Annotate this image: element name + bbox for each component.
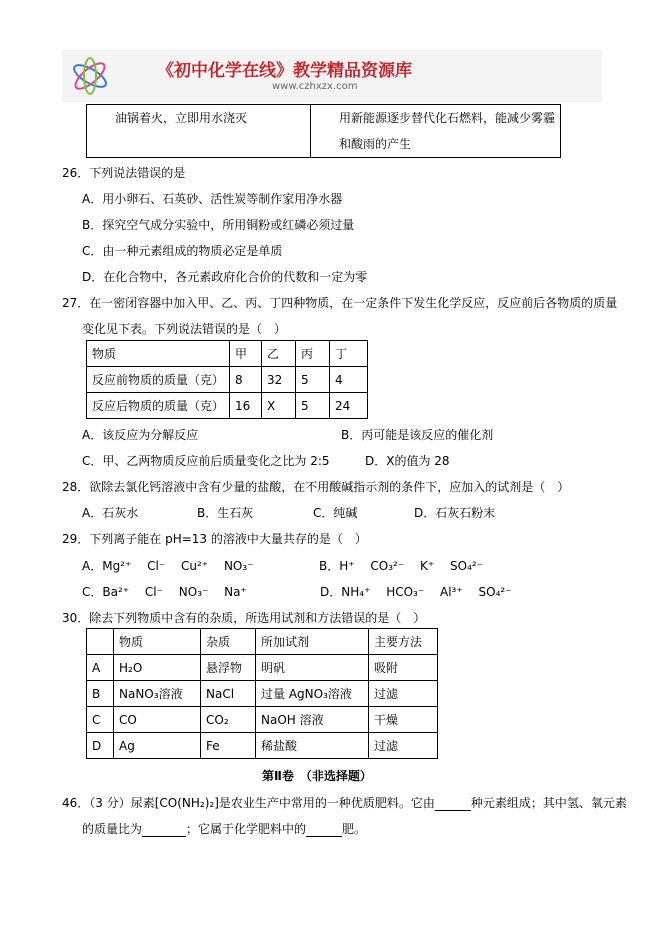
q46-line1	[62, 794, 627, 811]
q26-option-b: B．探究空气成分实验中，所用铜粉或红磷必须过量	[82, 218, 355, 232]
table-cell: NaCl	[201, 681, 256, 707]
q26-option-a: A．用小卵石、石英砂、活性炭等制作家用净水器	[82, 192, 343, 206]
table-cell: 丙	[296, 341, 330, 367]
table-cell: 反应前物质的质量（克）	[87, 367, 230, 393]
q28-stem: 28．欲除去氯化钙溶液中含有少量的盐酸，在不用酸碱指示剂的条件下，应加入的试剂是（ ）	[62, 480, 570, 494]
header-url: www.czhxzx.com	[272, 81, 358, 92]
table-cell: NaNO₃溶液	[114, 681, 201, 707]
table-cell: 稀盐酸	[256, 733, 369, 759]
q46-part4: ；它属于化学肥料中的	[186, 822, 307, 836]
table-cell: 过滤	[369, 681, 438, 707]
q27-stem-line2: 变化见下表。下列说法错误的是（ ）	[82, 322, 287, 336]
table-row	[87, 367, 368, 393]
q27-table	[86, 340, 368, 419]
table-cell: A	[87, 655, 114, 681]
q46-part5: 肥。	[342, 822, 367, 836]
table-row	[87, 733, 438, 759]
table-cell: 丁	[330, 341, 368, 367]
table-cell: 物质	[87, 341, 230, 367]
table-cell: 16	[230, 393, 262, 419]
q46-blank-1[interactable]	[435, 796, 471, 811]
table-cell: C	[87, 707, 114, 733]
section-title: 第Ⅱ卷 （非选择题）	[262, 769, 372, 783]
q27-option-c: C．甲、乙两物质反应前后质量变化之比为 2:5	[82, 454, 330, 468]
q26-option-c: C．由一种元素组成的物质必定是单质	[82, 244, 283, 258]
table-cell: CO₂	[201, 707, 256, 733]
q46-blank-2[interactable]	[142, 822, 186, 837]
table-cell: 5	[296, 367, 330, 393]
q46-part3: 的质量比为	[82, 822, 143, 836]
table-cell	[87, 629, 114, 655]
table-row	[87, 341, 368, 367]
table-cell: 5	[296, 393, 330, 419]
table-cell: 吸附	[369, 655, 438, 681]
table-row	[87, 393, 368, 419]
table-cell: D	[87, 733, 114, 759]
q30-stem: 30．除去下列物质中含有的杂质，所选用试剂和方法错误的是（ ）	[62, 611, 426, 625]
table-cell: 主要方法	[369, 629, 438, 655]
header-banner	[62, 50, 602, 102]
table-cell: 所加试剂	[256, 629, 369, 655]
table-cell: 24	[330, 393, 368, 419]
table-cell: X	[262, 393, 296, 419]
q29-option-b: B．H⁺ CO₃²⁻ K⁺ SO₄²⁻	[319, 559, 484, 573]
table-cell: 甲	[230, 341, 262, 367]
table-cell: H₂O	[114, 655, 201, 681]
table-cell: 过量 AgNO₃溶液	[256, 681, 369, 707]
q28-option-a: A．石灰水	[82, 506, 139, 520]
q27-option-a: A．该反应为分解反应	[82, 428, 199, 442]
q29-option-c: C．Ba²⁺ Cl⁻ NO₃⁻ Na⁺	[82, 585, 247, 599]
table-cell: Ag	[114, 733, 201, 759]
top-table-right	[310, 105, 560, 158]
table-cell: Fe	[201, 733, 256, 759]
q26-stem: 26．下列说法错误的是	[62, 166, 186, 180]
q28-option-b: B．生石灰	[197, 506, 254, 520]
table-cell: 反应后物质的质量（克）	[87, 393, 230, 419]
top-table	[86, 104, 561, 158]
q28-option-c: C．纯碱	[313, 506, 358, 520]
table-cell: 明矾	[256, 655, 369, 681]
table-cell: 杂质	[201, 629, 256, 655]
top-table-right-line1: 用新能源逐步替代化石燃料，能减少雾霾	[338, 111, 555, 125]
q27-stem-line1: 27．在一密闭容器中加入甲、乙、丙、丁四种物质，在一定条件下发生化学反应，反应前后各物质的质量	[62, 296, 618, 310]
table-cell: 悬浮物	[201, 655, 256, 681]
q46-blank-3[interactable]	[306, 822, 342, 837]
table-row	[87, 655, 438, 681]
table-cell: NaOH 溶液	[256, 707, 369, 733]
table-cell: 乙	[262, 341, 296, 367]
q27-option-d: D．X的值为 28	[365, 454, 450, 468]
table-row	[87, 629, 438, 655]
q27-option-b: B．丙可能是该反应的催化剂	[341, 428, 494, 442]
table-cell: CO	[114, 707, 201, 733]
atom-logo-icon	[68, 54, 112, 98]
q46-line2	[82, 820, 366, 837]
q46-part1: 46．（3 分）尿素[CO(NH₂)₂]是农业生产中常用的一种优质肥料。它由	[62, 796, 435, 810]
table-cell: 过滤	[369, 733, 438, 759]
header-title: 《初中化学在线》教学精品资源库	[157, 61, 412, 81]
q46-part2: 种元素组成；其中氢、氧元素	[470, 796, 627, 810]
q29-stem: 29．下列离子能在 pH=13 的溶液中大量共存的是（ ）	[62, 532, 367, 546]
table-cell: 干燥	[369, 707, 438, 733]
q29-option-a: A．Mg²⁺ Cl⁻ Cu²⁺ NO₃⁻	[82, 559, 254, 573]
top-table-right-line2: 和酸雨的产生	[338, 137, 411, 151]
table-cell: B	[87, 681, 114, 707]
table-cell: 8	[230, 367, 262, 393]
table-cell: 32	[262, 367, 296, 393]
table-row	[87, 707, 438, 733]
table-row	[87, 681, 438, 707]
table-cell: 物质	[114, 629, 201, 655]
q30-table	[86, 628, 438, 759]
q28-option-d: D．石灰石粉末	[414, 506, 496, 520]
table-cell: 4	[330, 367, 368, 393]
q29-option-d: D．NH₄⁺ HCO₃⁻ Al³⁺ SO₄²⁻	[320, 585, 512, 599]
top-table-left: 油锅着火，立即用水浇灭	[87, 105, 311, 158]
q26-option-d: D．在化合物中，各元素政府化合价的代数和一定为零	[82, 270, 368, 284]
